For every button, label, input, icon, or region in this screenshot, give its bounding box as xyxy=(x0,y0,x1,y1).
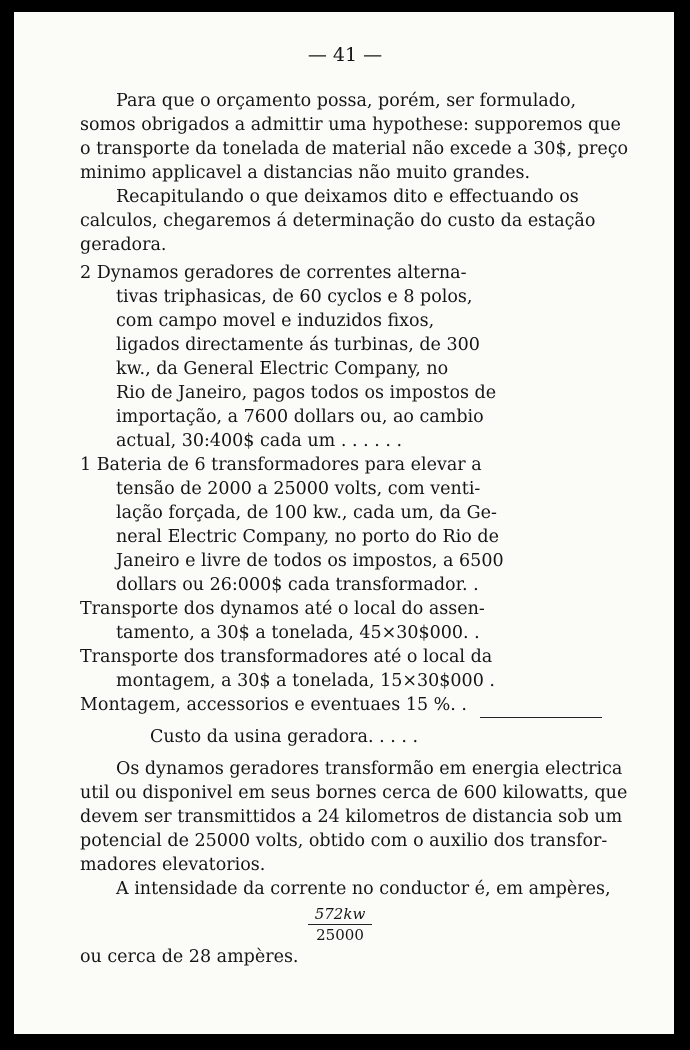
text-line: o transporte da tonelada de material não excede a 30$, preço xyxy=(80,139,629,159)
item-line: montagem, a 30$ a tonelada, 15×30$000 . xyxy=(116,671,495,691)
formula-denominator: 25000 xyxy=(316,926,364,944)
sum-rule xyxy=(480,717,602,718)
item-line: actual, 30:400$ cada um . . . . . . xyxy=(116,431,403,451)
item-line: kw., da General Electric Company, no xyxy=(116,359,449,379)
item-line: importação, a 7600 dollars ou, ao cambio xyxy=(116,407,484,427)
item-line: com campo movel e induzidos fixos, xyxy=(116,311,435,331)
item-line: neral Electric Company, no porto do Rio de xyxy=(116,527,499,547)
item-line: Montagem, accessorios e eventuaes 15 %. . xyxy=(80,695,467,715)
text-line: geradora. xyxy=(80,235,167,255)
text-line: calculos, chegaremos á determinação do custo da estação xyxy=(80,211,596,231)
text-line: Recapitulando o que deixamos dito e effectuando os xyxy=(116,187,579,207)
formula-fraction xyxy=(300,905,380,944)
text-line: somos obrigados a admittir uma hypothese: supporemos que xyxy=(80,115,621,135)
text-line: util ou disponivel em seus bornes cerca de 600 kilowatts, que xyxy=(80,783,628,803)
total-label: Custo da usina geradora. . . . . xyxy=(150,727,419,747)
text-line: A intensidade da corrente no conductor é, em ampères, xyxy=(116,879,611,899)
item-line: tivas triphasicas, de 60 cyclos e 8 polos, xyxy=(116,287,473,307)
item-line: dollars ou 26:000$ cada transformador. . xyxy=(116,575,479,595)
text-line: devem ser transmittidos a 24 kilometros de distancia sob um xyxy=(80,807,623,827)
formula-numerator: 572kw xyxy=(314,905,366,923)
item-line: Transporte dos transformadores até o local da xyxy=(80,647,493,667)
item-line: Transporte dos dynamos até o local do assen- xyxy=(80,599,485,619)
text-line: potencial de 25000 volts, obtido com o auxilio dos transfor- xyxy=(80,831,608,851)
item-line: 2 Dynamos geradores de correntes alterna- xyxy=(80,263,467,283)
item-line: lação forçada, de 100 kw., cada um, da Ge- xyxy=(116,503,497,523)
item-line: ligados directamente ás turbinas, de 300 xyxy=(116,335,480,355)
item-line: tensão de 2000 a 25000 volts, com venti- xyxy=(116,479,481,499)
item-line: tamento, a 30$ a tonelada, 45×30$000. . xyxy=(116,623,480,643)
text-line: minimo applicavel a distancias não muito grandes. xyxy=(80,163,531,183)
text-line: madores elevatorios. xyxy=(80,855,266,875)
text-line: ou cerca de 28 ampères. xyxy=(80,947,299,967)
fraction-bar xyxy=(308,924,372,925)
item-line: Janeiro e livre de todos os impostos, a 6500 xyxy=(116,551,504,571)
page-number: — 41 — xyxy=(307,44,383,66)
text-line: Para que o orçamento possa, porém, ser formulado, xyxy=(116,91,577,111)
item-line: Rio de Janeiro, pagos todos os impostos de xyxy=(116,383,497,403)
text-line: Os dynamos geradores transformão em energia electrica xyxy=(116,759,623,779)
item-line: 1 Bateria de 6 transformadores para elevar a xyxy=(80,455,482,475)
